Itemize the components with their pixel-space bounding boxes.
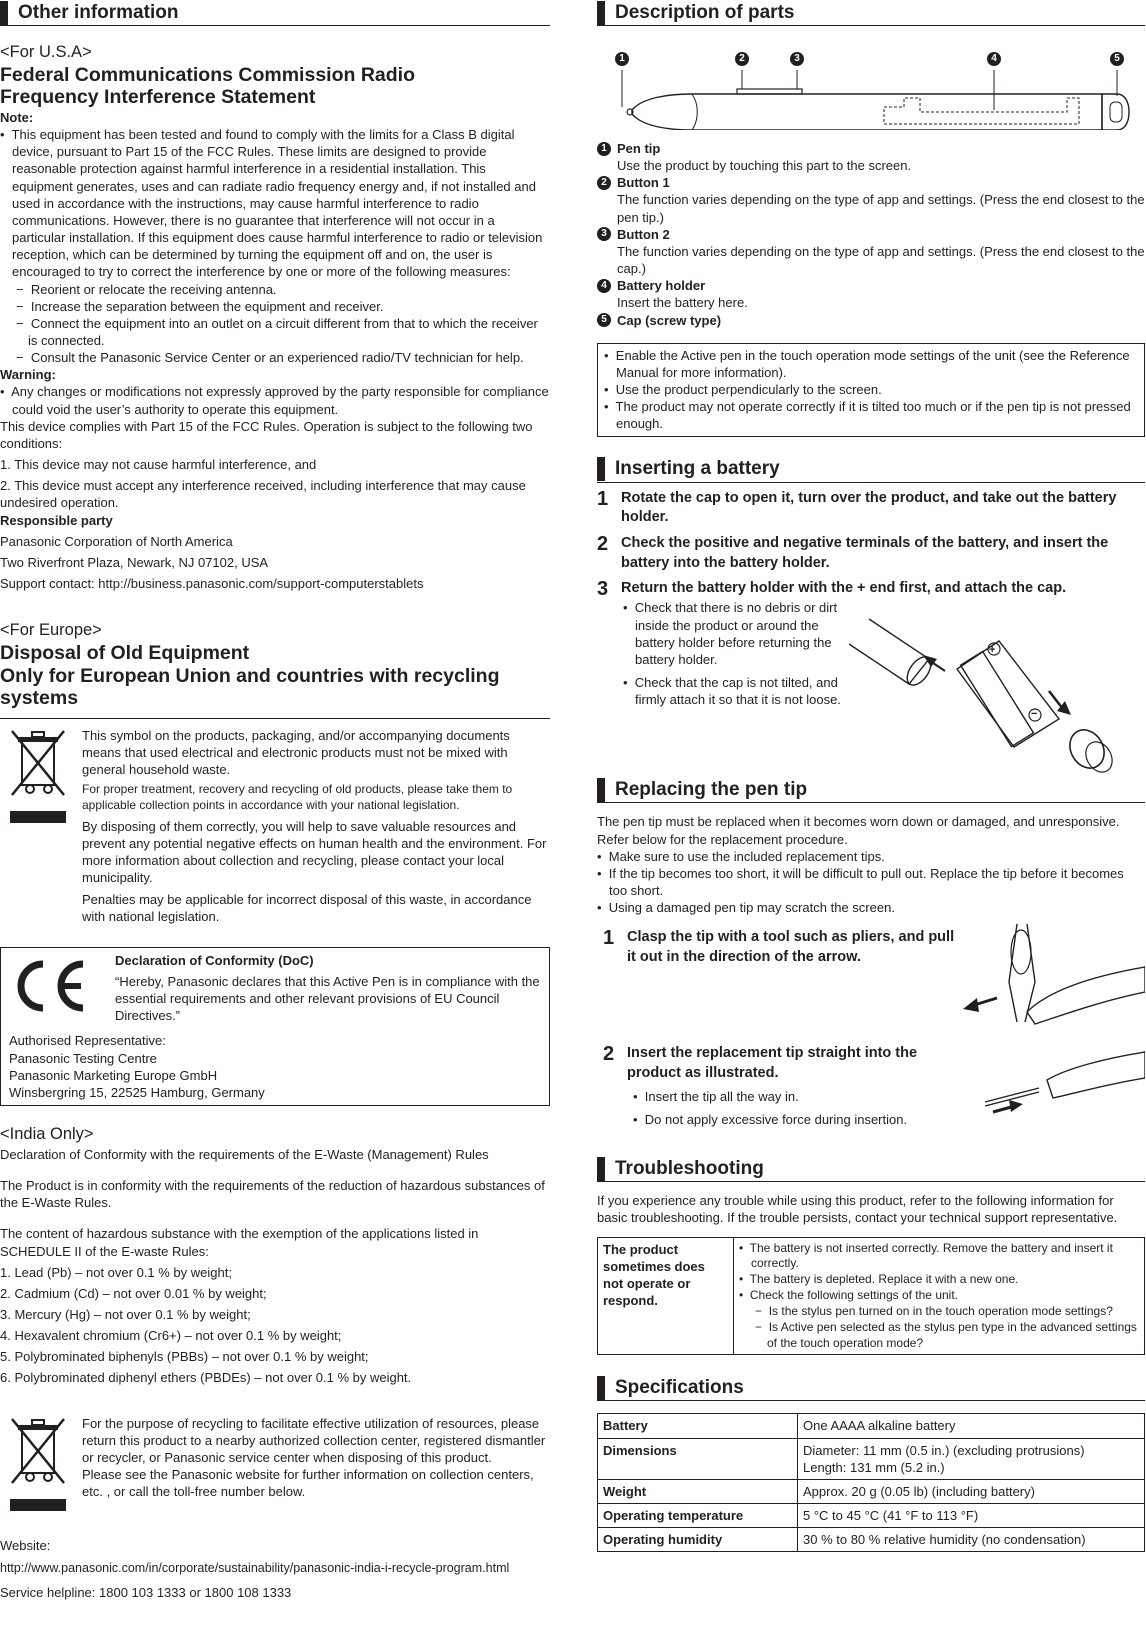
pentip-step1 (597, 922, 1145, 1044)
part-desc: The function varies depending on the type of app and settings. (Press the end closest to the cap.) (617, 243, 1145, 277)
bullet-text: Do not apply excessive force during insertion. (644, 1111, 908, 1127)
marker-1: 1 (615, 52, 629, 66)
support-contact: Support contact: http://business.panasonic.com/support-computerstablets (0, 576, 424, 592)
india-section (0, 1124, 550, 1601)
trouble-title: Troubleshooting (615, 1158, 764, 1180)
spec-value: Approx. 20 g (0.05 lb) (including battery) (798, 1479, 1145, 1503)
doc-text (115, 952, 541, 1025)
doc-title: Declaration of Conformity (DoC) (115, 952, 314, 968)
weee-block (0, 727, 550, 925)
fcc-heading-line1: Federal Communications Commission Radio (0, 63, 415, 86)
pentip-title: Replacing the pen tip (615, 779, 808, 801)
spec-value (798, 1438, 1145, 1479)
pentip-step2-heading (603, 1044, 957, 1083)
cause-text: The battery is depleted. Replace it with a new one. (749, 1272, 1019, 1287)
part-number: 4 (597, 279, 611, 293)
india-recycle-block (0, 1415, 550, 1519)
pentip-step2 (597, 1044, 1145, 1152)
weee-p3: By disposing of them correctly, you will help to save valuable resources and prevent any potential negative effects on human health and the environment. For more information about collection and recycling, please contact your local municipality. (82, 818, 547, 886)
weee-p2: For proper treatment, recovery and recycling of old products, please take them to applicable collection points in accordance with your national legislation. (82, 782, 513, 813)
condition-2: 2. This device must accept any interference received, including interference that may cause undesired operation. (0, 478, 526, 511)
pen-illustration (597, 32, 1145, 130)
trouble-table (597, 1237, 1145, 1356)
crossed-bin-icon (8, 727, 72, 827)
india-recycle-text (82, 1415, 550, 1519)
india-weee-symbol (0, 1415, 82, 1519)
table-row (598, 1438, 1145, 1479)
part-desc: Use the product by touching this part to the screen. (617, 158, 912, 174)
step-number: 2 (603, 1043, 615, 1066)
bullet-text: Make sure to use the included replacement tips. (608, 848, 885, 864)
note-text: This equipment has been tested and found to comply with the limits for a Class B digital device, pursuant to Part 15 of the FCC Rules. These limits are designed to provide reasonable protection against harmful interference in a residential installation. This equipment generates, uses and can radiate radio frequency energy and, if not installed and used in accordance with the instructions, may cause harmful interference to radio communications. However, there is no guarantee that interference will not occur in a particular installation. If this equipment does cause harmful interference to radio or television reception, which can be determined by turning the equipment off and on, the user is encouraged to try to correct the interference by one or more of the following measures: (11, 127, 543, 280)
step-text: Return the battery holder with the + end first, and attach the cap. (621, 580, 1067, 597)
parts-notes-box (597, 343, 1145, 437)
spec-key: Weight (598, 1479, 798, 1503)
spec-value: 5 °C to 45 °C (41 °F to 113 °F) (798, 1504, 1145, 1528)
warning-bullet: • Any changes or modifications not expressly approved by the party responsible for compliance could void the user’s authority to operate this equipment. (0, 384, 549, 417)
insert-tip-drawing (957, 1044, 1145, 1144)
battery-step (597, 579, 1145, 599)
note-label: Note: (0, 109, 34, 125)
warning-text: Any changes or modifications not expressly approved by the party responsible for compliance could void the user’s authority to operate this equipment. (11, 384, 549, 417)
causes-cell (734, 1237, 1145, 1355)
part-desc: Insert the battery here. (617, 295, 748, 311)
pentip-header (597, 777, 1145, 803)
europe-section (0, 620, 550, 1106)
battery-bullets (597, 599, 849, 777)
other-info-title: Other information (18, 1, 179, 23)
india-p2: The Product is in conformity with the requirements of the reduction of hazardous substances of the E-Waste Rules. (0, 1178, 545, 1211)
pentip-step1-text (597, 928, 957, 1044)
plus-terminal-label: + (989, 644, 996, 657)
auth-rep (9, 1032, 541, 1101)
table-row (598, 1528, 1145, 1552)
substance-item: 4. Hexavalent chromium (Cr6+) – not over 0.1 % by weight; (0, 1328, 342, 1344)
subcause-item: − Is Active pen selected as the stylus pen type in the advanced settings of the touch operation mode? (755, 1319, 1137, 1350)
parts-list (597, 140, 1145, 329)
specs-header (597, 1375, 1145, 1401)
auth-line: Authorised Representative: (9, 1033, 166, 1049)
part-number: 5 (597, 313, 611, 327)
india-region-label: <India Only> (0, 1125, 94, 1144)
measure-item: − Increase the separation between the equipment and receiver. (16, 298, 384, 314)
part-name: Pen tip (617, 141, 661, 156)
substance-item: 2. Cadmium (Cd) – not over 0.01 % by weight; (0, 1285, 267, 1301)
battery-step (597, 489, 1145, 528)
part-item (597, 312, 1145, 329)
website-label: Website: (0, 1537, 51, 1553)
subcause-item: − Is the stylus pen turned on in the touch operation mode settings? (755, 1303, 1113, 1318)
step-number: 2 (597, 532, 609, 555)
step2-bullet: • Insert the tip all the way in. (633, 1088, 799, 1104)
battery-step (597, 534, 1145, 573)
part-number: 1 (597, 142, 611, 156)
table-row (598, 1237, 1145, 1355)
pentip-step2-text (597, 1044, 957, 1152)
cause-text: Check the following settings of the unit. (749, 1288, 958, 1303)
cause-item: • Check the following settings of the unit. (739, 1288, 958, 1303)
part-item (597, 277, 1145, 311)
spec-key: Operating humidity (598, 1528, 798, 1552)
marker-5: 5 (1110, 52, 1124, 66)
bullet-text: Insert the tip all the way in. (644, 1088, 799, 1104)
bullet-text: If the tip becomes too short, it will be difficult to pull out. Replace the tip before it becomes too short. (608, 865, 1124, 898)
usa-region-label: <For U.S.A> (0, 43, 92, 61)
table-row (598, 1414, 1145, 1438)
parts-header (597, 0, 1145, 26)
note-text: Enable the Active pen in the touch operation mode settings of the unit (see the Reference Manual for more information). (615, 347, 1130, 380)
ce-mark (9, 952, 115, 1025)
step-text: Clasp the tip with a tool such as pliers, and pull it out in the direction of the arrow. (627, 929, 955, 966)
spec-key: Battery (598, 1414, 798, 1438)
cause-item: • The battery is depleted. Replace it with a new one. (739, 1272, 1019, 1287)
divider (0, 718, 550, 719)
part-number: 2 (597, 176, 611, 190)
weee-p1: This symbol on the products, packaging, and/or accompanying documents means that used electrical and electronic products must not be mixed with general household waste. (82, 727, 510, 778)
note-bullet: • This equipment has been tested and found to comply with the limits for a Class B digital device, pursuant to Part 15 of the FCC Rules. These limits are designed to provide reasonable protection against harmful interference in a residential installation. This equipment generates, uses and can radiate radio frequency energy and, if not installed and used in accordance with the instructions, may cause harmful interference to radio communications. However, there is no guarantee that interference will not occur in a particular installation. If this equipment does cause harmful interference to radio or television reception, which can be determined by turning the equipment off and on, the user is encouraged to try to correct the interference by one or more of the following measures: (0, 127, 543, 280)
left-column (0, 0, 550, 1602)
bullet-text: Check that there is no debris or dirt inside the product or around the battery holder before returning the battery holder. (634, 600, 838, 667)
section-bar (0, 1, 8, 25)
spec-value: One AAAA alkaline battery (798, 1414, 1145, 1438)
crossed-bin-icon (8, 1415, 72, 1515)
part-name: Battery holder (617, 278, 706, 294)
insert-tip-illustration (957, 1044, 1145, 1152)
substance-item: 6. Polybrominated diphenyl ethers (PBDEs) – not over 0.1 % by weight. (0, 1370, 412, 1386)
part-desc: The function varies depending on the type of app and settings. (Press the end closest to the pen tip.) (617, 192, 1145, 225)
measure-item: − Connect the equipment into an outlet on a circuit different from that to which the receiver is connected. (16, 315, 538, 349)
part-name: Button 2 (617, 226, 670, 242)
spec-key: Operating temperature (598, 1504, 798, 1528)
note-item: • Enable the Active pen in the touch operation mode settings of the unit (see the Reference Manual for more information). (604, 347, 1130, 380)
subcause-text: Is the stylus pen turned on in the touch operation mode settings? (768, 1303, 1113, 1318)
spec-value-line: Diameter: 11 mm (0.5 in.) (excluding protrusions) (803, 1442, 1085, 1458)
eu-heading: Only for European Union and countries with recycling systems (0, 664, 500, 710)
bullet-text: Using a damaged pen tip may scratch the screen. (608, 900, 895, 916)
part-name: Button 1 (617, 175, 670, 191)
step-number: 1 (597, 487, 609, 510)
measure-text: Consult the Panasonic Service Center or an experienced radio/TV technician for help. (30, 350, 524, 366)
marker-2: 2 (735, 52, 749, 66)
step-number: 1 (603, 927, 615, 950)
measure-text: Connect the equipment into an outlet on a circuit different from that to which the receiver is connected. (28, 315, 538, 349)
fcc-section (0, 42, 550, 592)
europe-region-label: <For Europe> (0, 621, 102, 640)
right-column (597, 0, 1145, 1552)
table-row (598, 1504, 1145, 1528)
battery-title: Inserting a battery (615, 458, 780, 480)
pentip-bullet: • If the tip becomes too short, it will be difficult to pull out. Replace the tip before it becomes too short. (597, 865, 1124, 898)
bullet-text: Check that the cap is not tilted, and firmly attach it so that it is not loose. (634, 675, 841, 708)
section-bar (597, 1376, 605, 1400)
ce-mark-icon (9, 956, 89, 1016)
measure-item: − Reorient or relocate the receiving antenna. (16, 281, 277, 297)
website-link[interactable]: http://www.panasonic.com/in/corporate/sustainability/panasonic-india-i-recycle-program.html (0, 1560, 510, 1575)
pliers-illustration (957, 922, 1145, 1044)
cause-item: • The battery is not inserted correctly. Remove the battery and insert it correctly. (739, 1240, 1113, 1271)
section-bar (597, 457, 605, 481)
doc-row (9, 952, 541, 1025)
measure-item: − Consult the Panasonic Service Center or an experienced radio/TV technician for help. (16, 350, 524, 366)
specs-table (597, 1413, 1145, 1552)
parts-title: Description of parts (615, 1, 795, 23)
disposal-heading: Disposal of Old Equipment (0, 641, 250, 664)
doc-box (0, 947, 550, 1106)
specs-title: Specifications (615, 1377, 744, 1399)
subcause-text: Is Active pen selected as the stylus pen type in the advanced settings of the touch operation mode? (767, 1319, 1137, 1350)
substance-item: 5. Polybrominated biphenyls (PBBs) – not over 0.1 % by weight; (0, 1349, 369, 1365)
pentip-bullet: • Make sure to use the included replacement tips. (597, 848, 885, 864)
part-item (597, 140, 1145, 174)
table-row (598, 1479, 1145, 1503)
part-item (597, 174, 1145, 225)
india-p3: The content of hazardous substance with the exemption of the applications listed in SCHEDULE II of the E-waste Rules: (0, 1226, 479, 1259)
fcc-heading-line2: Frequency Interference Statement (0, 86, 316, 109)
step-text: Rotate the cap to open it, turn over the product, and take out the battery holder. (621, 489, 1117, 526)
minus-terminal-label: − (1031, 708, 1038, 721)
trouble-intro: If you experience any trouble while using this product, refer to the following information for basic troubleshooting. If the trouble persists, contact your technical support representative. (597, 1193, 1118, 1226)
responsible-line1: Panasonic Corporation of North America (0, 533, 233, 549)
cause-text: The battery is not inserted correctly. Remove the battery and insert it correctly. (749, 1240, 1113, 1271)
auth-line: Panasonic Testing Centre (9, 1050, 157, 1066)
part-number: 3 (597, 227, 611, 241)
measure-text: Increase the separation between the equipment and receiver. (30, 298, 384, 314)
section-bar (597, 1157, 605, 1181)
pentip-bullet: • Using a damaged pen tip may scratch the screen. (597, 900, 895, 916)
auth-line: Winsbergring 15, 22525 Hamburg, Germany (9, 1084, 265, 1100)
weee-text (82, 727, 550, 925)
weee-symbol (0, 727, 82, 925)
spec-value-line: Length: 131 mm (5.2 in.) (803, 1459, 945, 1475)
note-item: • The product may not operate correctly if it is tilted too much or if the pen tip is not pressed enough. (604, 399, 1131, 432)
pliers-pull-drawing (957, 922, 1145, 1034)
other-info-header (0, 0, 550, 26)
india-p1: Declaration of Conformity with the requirements of the E-Waste (Management) Rules (0, 1146, 489, 1162)
part-name: Cap (screw type) (617, 312, 722, 328)
part-item (597, 226, 1145, 277)
measure-text: Reorient or relocate the receiving antenna. (30, 281, 277, 297)
responsible-label: Responsible party (0, 512, 113, 528)
step2-bullet: • Do not apply excessive force during insertion. (633, 1111, 908, 1127)
battery-insert-drawing (849, 599, 1139, 777)
recycle-p2: Please see the Panasonic website for further information on collection centers, etc. , or call the toll-free number below. (82, 1467, 534, 1500)
battery-steps (597, 489, 1145, 600)
service-helpline: Service helpline: 1800 103 1333 or 1800 108 1333 (0, 1585, 292, 1601)
doc-statement: “Hereby, Panasonic declares that this Active Pen is in compliance with the essential requirements and other relevant provisions of EU Council Directives.” (115, 974, 540, 1024)
battery-bullet: • Check that there is no debris or dirt inside the product or around the battery holder before returning the battery holder. (623, 600, 838, 667)
complies-text: This device complies with Part 15 of the FCC Rules. Operation is subject to the following two conditions: (0, 418, 533, 451)
section-bar (597, 778, 605, 802)
section-bar (597, 1, 605, 25)
step-number: 3 (597, 578, 609, 601)
auth-line: Panasonic Marketing Europe GmbH (9, 1067, 218, 1083)
weee-p4: Penalties may be applicable for incorrect disposal of this waste, in accordance with national legislation. (82, 891, 532, 924)
trouble-header (597, 1156, 1145, 1182)
spec-value: 30 % to 80 % relative humidity (no condensation) (798, 1528, 1145, 1552)
note-text: Use the product perpendicularly to the screen. (615, 382, 882, 398)
recycle-p1: For the purpose of recycling to facilitate effective utilization of resources, please return this product to a nearby authorized collection center, registered dismantler or recycler, or Panasonic service center when disposing of this product. (82, 1415, 546, 1465)
warning-label: Warning: (0, 367, 56, 383)
marker-4: 4 (987, 52, 1001, 66)
note-text: The product may not operate correctly if it is tilted too much or if the pen tip is not pressed enough. (615, 399, 1131, 432)
spec-key: Dimensions (598, 1438, 798, 1479)
substance-item: 1. Lead (Pb) – not over 0.1 % by weight; (0, 1264, 232, 1280)
note-item: • Use the product perpendicularly to the screen. (604, 382, 882, 398)
condition-1: 1. This device may not cause harmful interference, and (0, 457, 317, 473)
battery-detail (597, 599, 1145, 777)
pentip-intro: The pen tip must be replaced when it becomes worn down or damaged, and unresponsive. Refer below for the replacement procedure. (597, 814, 1120, 847)
battery-bullet: • Check that the cap is not tilted, and firmly attach it so that it is not loose. (623, 675, 841, 708)
responsible-line2: Two Riverfront Plaza, Newark, NJ 07102, USA (0, 554, 269, 570)
step-text: Insert the replacement tip straight into the product as illustrated. (627, 1045, 918, 1082)
battery-header (597, 457, 1145, 483)
symptom-cell: The product sometimes does not operate or respond. (598, 1237, 734, 1355)
marker-3: 3 (790, 52, 804, 66)
pen-diagram (597, 32, 1145, 130)
step-text: Check the positive and negative terminals of the battery, and insert the battery into the battery holder. (621, 534, 1109, 571)
battery-illustration (849, 599, 1145, 777)
substance-item: 3. Mercury (Hg) – not over 0.1 % by weight; (0, 1306, 251, 1322)
